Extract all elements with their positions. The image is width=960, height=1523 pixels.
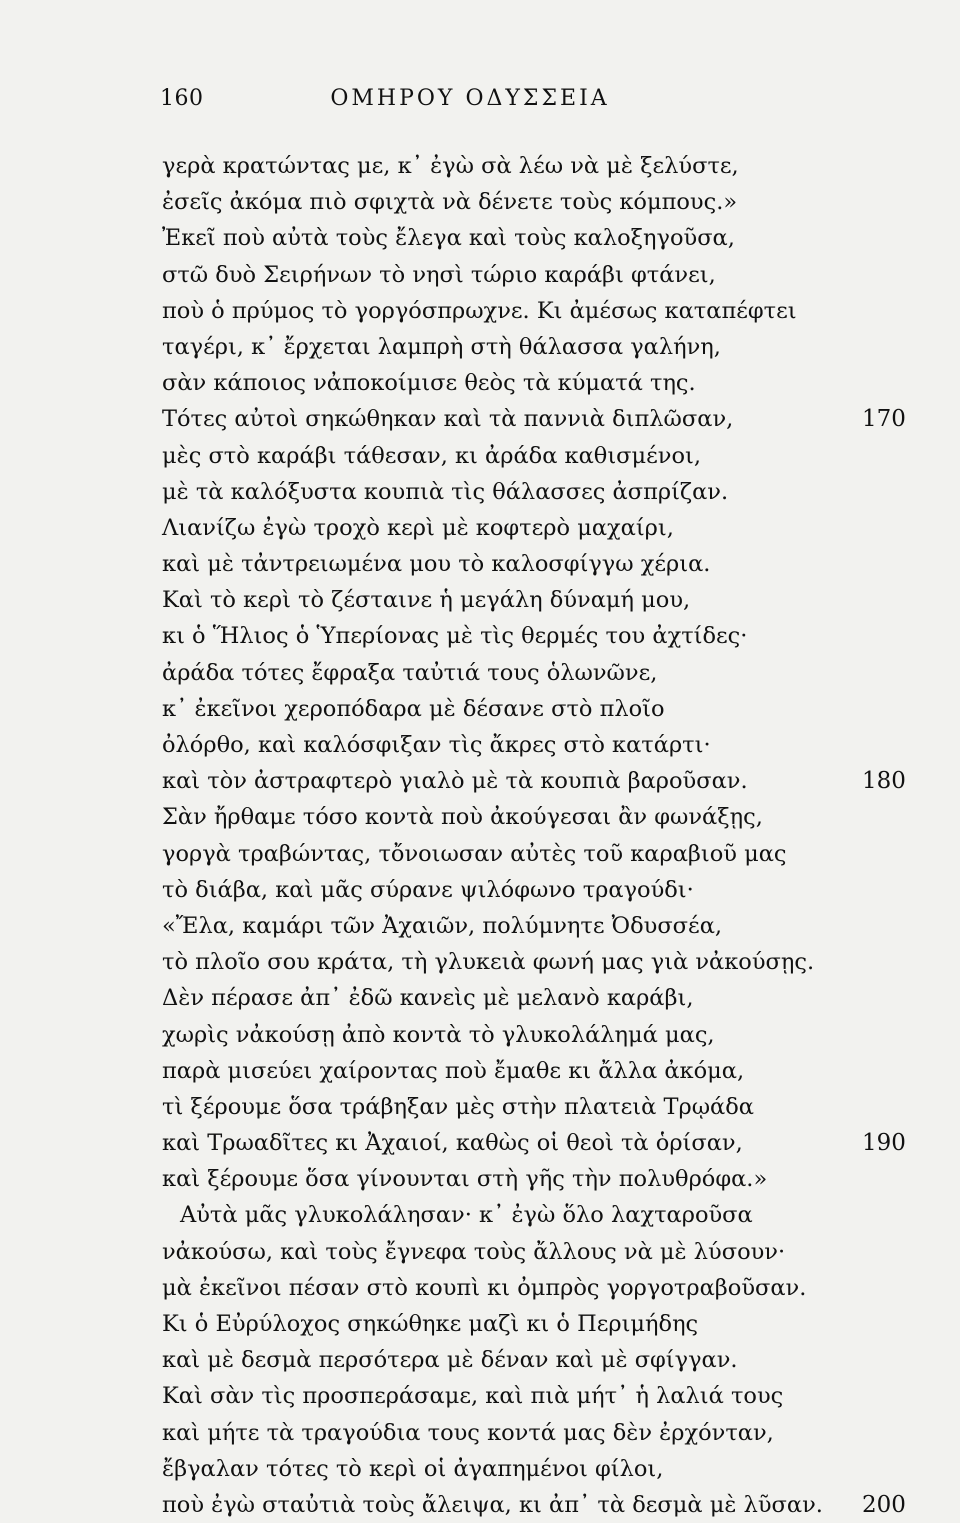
verse-text: καὶ ξέρουμε ὅσα γίνουνται στὴ γῆς τὴν πολυθρόφα.» (162, 1166, 768, 1193)
verse-text: Αὐτὰ μᾶς γλυκολάλησαν· κ᾽ ἐγὼ ὅλο λαχταροῦσα (180, 1202, 753, 1229)
verse-text: Λιανίζω ἐγὼ τροχὸ κερὶ μὲ κοφτερὸ μαχαίρι, (162, 514, 674, 541)
page-number: 160 (160, 86, 204, 111)
verse-text: ἔβγαλαν τότες τὸ κερὶ οἱ ἀγαπημένοι φίλοι, (162, 1455, 664, 1482)
verse-text: γερὰ κρατώντας με, κ᾽ ἐγὼ σὰ λέω νὰ μὲ ξελύστε, (162, 153, 739, 179)
verse-line (162, 438, 942, 474)
verse-line (162, 1415, 942, 1451)
verse-line (162, 799, 942, 835)
line-number: 180 (862, 768, 906, 795)
verse-block (162, 148, 942, 1523)
verse-line (162, 691, 942, 727)
verse-text: «Ἔλα, καμάρι τῶν Ἀχαιῶν, πολύμνητε Ὀδυσσέα, (162, 912, 723, 939)
line-number: 170 (862, 406, 906, 433)
verse-line (162, 1270, 942, 1306)
verse-line (162, 872, 942, 908)
verse-line (162, 510, 942, 546)
verse-text: καὶ τὸν ἀστραφτερὸ γιαλὸ μὲ τὰ κουπιὰ βαροῦσαν. (162, 768, 748, 795)
verse-line (162, 1306, 942, 1342)
verse-text: καὶ μὲ τἀντρειωμένα μου τὸ καλοσφίγγω χέρια. (162, 551, 711, 578)
verse-text: σὰν κάποιος νἀποκοίμισε θεὸς τὰ κύματά της. (162, 370, 696, 397)
verse-line (162, 727, 942, 763)
verse-text: νἀκούσω, καὶ τοὺς ἔγνεφα τοὺς ἄλλους νὰ μὲ λύσουν· (162, 1238, 786, 1265)
verse-line (162, 908, 942, 944)
verse-text: μὲς στὸ καράβι τάθεσαν, κι ἀράδα καθισμένοι, (162, 442, 702, 469)
verse-line (162, 184, 942, 220)
line-number: 200 (862, 1491, 906, 1518)
verse-line (162, 618, 942, 654)
verse-text: Δὲν πέρασε ἀπ᾽ ἐδῶ κανεὶς μὲ μελανὸ καράβι, (162, 985, 694, 1012)
line-number: 190 (862, 1130, 906, 1157)
page-header (160, 86, 780, 126)
verse-text: παρὰ μισεύει χαίροντας ποὺ ἔμαθε κι ἄλλα ἀκόμα, (162, 1057, 745, 1084)
verse-line (162, 1451, 942, 1487)
verse-line (162, 365, 942, 401)
verse-text: καὶ Τρωαδῖτες κι Ἀχαιοί, καθὼς οἱ θεοὶ τὰ ὁρίσαν, (162, 1130, 743, 1157)
verse-text: χωρὶς νἀκούσῃ ἀπὸ κοντὰ τὸ γλυκολάλημά μας, (162, 1021, 715, 1048)
verse-line (162, 1487, 942, 1523)
verse-line (162, 582, 942, 618)
verse-line (162, 1017, 942, 1053)
verse-line (162, 329, 942, 365)
verse-line (162, 1125, 942, 1161)
verse-text: Κι ὁ Εὐρύλοχος σηκώθηκε μαζὶ κι ὁ Περιμήδης (162, 1311, 699, 1337)
verse-text: ἀράδα τότες ἔφραξα ταὐτιά τους ὁλωνῶνε, (162, 659, 658, 686)
verse-text: Ἐκεῖ ποὺ αὐτὰ τοὺς ἔλεγα καὶ τοὺς καλοξηγοῦσα, (162, 225, 735, 252)
verse-text: καὶ μήτε τὰ τραγούδια τους κοντά μας δὲν ἐρχόνταν, (162, 1419, 774, 1446)
verse-text: γοργὰ τραβώντας, τὄνοιωσαν αὐτὲς τοῦ καραβιοῦ μας (162, 840, 787, 867)
verse-text: τὶ ξέρουμε ὅσα τράβηξαν μὲς στὴν πλατειὰ Τρῳάδα (162, 1093, 754, 1120)
verse-text: στῶ δυὸ Σειρήνων τὸ νησὶ τώριο καράβι φτάνει, (162, 261, 716, 288)
verse-text: κι ὁ Ἥλιος ὁ Ὑπερίονας μὲ τὶς θερμές του ἀχτίδες· (162, 623, 748, 650)
verse-line (162, 1378, 942, 1414)
verse-line (162, 1161, 942, 1197)
verse-line (162, 293, 942, 329)
verse-text: τὸ διάβα, καὶ μᾶς σύρανε ψιλόφωνο τραγούδι· (162, 876, 694, 903)
verse-text: ἐσεῖς ἀκόμα πιὸ σφιχτὰ νὰ δένετε τοὺς κόμπους.» (162, 189, 738, 216)
verse-text: τὸ πλοῖο σου κράτα, τὴ γλυκειὰ φωνή μας γιὰ νἀκούσῃς. (162, 949, 815, 976)
verse-line (162, 944, 942, 980)
verse-line (162, 980, 942, 1016)
verse-text: Τότες αὐτοὶ σηκώθηκαν καὶ τὰ παννιὰ διπλῶσαν, (162, 406, 734, 433)
verse-line (162, 148, 942, 184)
verse-line (162, 836, 942, 872)
verse-text: ταγέρι, κ᾽ ἔρχεται λαμπρὴ στὴ θάλασσα γαλήνη, (162, 333, 721, 360)
verse-line (162, 1342, 942, 1378)
verse-line (162, 1234, 942, 1270)
verse-text: Σὰν ἤρθαμε τόσο κοντὰ ποὺ ἀκούγεσαι ἂν φωνάξῃς, (162, 804, 763, 831)
verse-text: μὲ τὰ καλόξυστα κουπιὰ τὶς θάλασσες ἀσπρίζαν. (162, 478, 729, 505)
verse-line (162, 401, 942, 437)
verse-text: καὶ μὲ δεσμὰ περσότερα μὲ δέναν καὶ μὲ σφίγγαν. (162, 1347, 738, 1374)
verse-line (162, 763, 942, 799)
verse-line (162, 1053, 942, 1089)
verse-line (162, 257, 942, 293)
verse-line (162, 1197, 942, 1233)
verse-text: ποὺ ὁ πρύμος τὸ γοργόσπρωχνε. Κι ἀμέσως καταπέφτει (162, 297, 797, 324)
running-title: ΟΜΗΡΟΥ ΟΔΥΣΣΕΙΑ (330, 86, 610, 111)
verse-text: μὰ ἐκεῖνοι πέσαν στὸ κουπὶ κι ὀμπρὸς γοργοτραβοῦσαν. (162, 1274, 807, 1301)
verse-line (162, 474, 942, 510)
verse-text: ὀλόρθο, καὶ καλόσφιξαν τὶς ἄκρες στὸ κατάρτι· (162, 732, 711, 758)
verse-text: Καὶ τὸ κερὶ τὸ ζέσταινε ἡ μεγάλη δύναμή μου, (162, 587, 691, 614)
verse-line (162, 655, 942, 691)
verse-line (162, 546, 942, 582)
verse-line (162, 1089, 942, 1125)
verse-text: κ᾽ ἐκεῖνοι χεροπόδαρα μὲ δέσανε στὸ πλοῖο (162, 695, 665, 722)
verse-line (162, 220, 942, 256)
verse-text: Καὶ σὰν τὶς προσπεράσαμε, καὶ πιὰ μήτ᾽ ἡ λαλιά τους (162, 1383, 784, 1410)
verse-text: ποὺ ἐγὼ σταὐτιὰ τοὺς ἄλειψα, κι ἀπ᾽ τὰ δεσμὰ μὲ λῦσαν. (162, 1491, 823, 1518)
